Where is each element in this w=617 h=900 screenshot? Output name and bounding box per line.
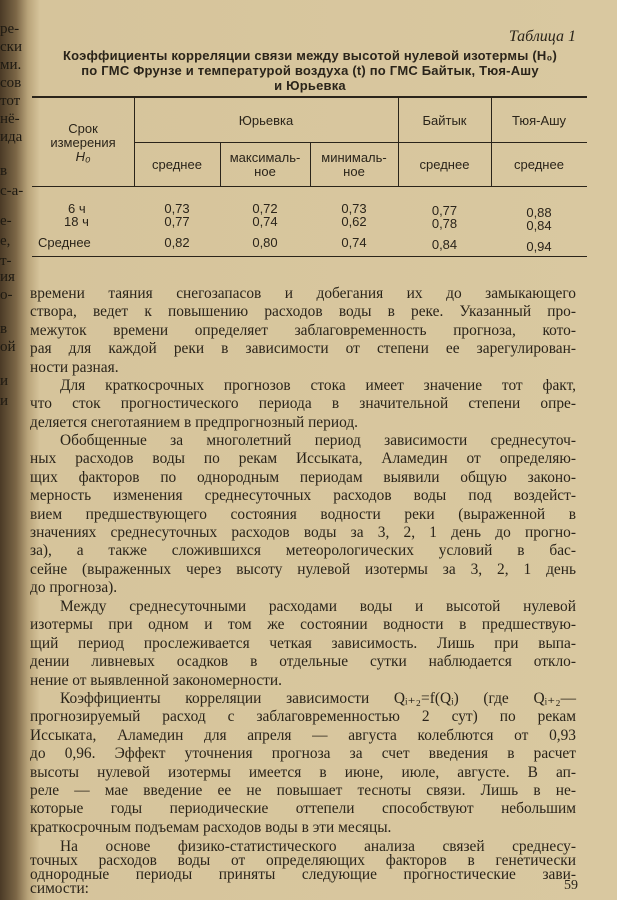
text-line: Обобщенные за многолетний период зависимости среднесуточ- (60, 432, 576, 449)
table-cell: 0,88 (526, 205, 552, 220)
text-line: краткосрочным подъемам расходов воды в эти месяцы. (30, 818, 392, 836)
table-rule (134, 142, 587, 143)
table-title-line: по ГМС Фрунзе и температурой воздуха (t) по ГМС Байтык, Тюя-Ашу (81, 63, 539, 78)
text-line: изотермы при одном и том же состоянии водности в предшествую- (30, 616, 576, 634)
text-line: точных расходов воды от определяющих факторов в генетически (30, 852, 576, 869)
paragraph (30, 377, 576, 432)
text-line: однородные периоды приняты следующие прогностические зави- (30, 866, 576, 883)
text-line: На основе физико-статистического анализа связей среднесу- (60, 838, 576, 855)
text-line: прогнозируемый расход с заблаговременностью 2 сут) по рекам (30, 708, 576, 726)
header-tyuya-ashu: Тюя-Ашу (511, 113, 567, 128)
table-cell: 0,94 (526, 239, 552, 254)
text-line: сейне (выраженных через высоту нулевой изотермы за 3, 2, 1 день (30, 560, 576, 578)
paragraph (30, 598, 576, 690)
margin-fragment: ре- (0, 21, 20, 37)
text-line: Между среднесуточными расходами воды и высотой нулевой (60, 598, 576, 615)
margin-fragment: ски (0, 39, 22, 55)
header-term-line3: H₀ (75, 149, 91, 164)
table-cell: 0,84 (526, 218, 552, 233)
table-cell: 0,73 (341, 201, 367, 216)
header-baityk: Байтык (422, 113, 467, 128)
header-min-line1: минималь- (321, 150, 387, 165)
table-cell: 0,80 (252, 235, 278, 250)
margin-fragment: ми. (0, 57, 22, 73)
table-title-line: Коэффициенты корреляции связи между высотой нулевой изотермы (H₀) (62, 48, 558, 63)
text-line: за), а также сложившихся метеорологических условий в бас- (30, 542, 576, 560)
margin-fragment: и (0, 373, 9, 389)
table-cell: 0,62 (341, 214, 367, 229)
paragraph (30, 690, 576, 837)
table-cell: 0,72 (252, 201, 278, 216)
margin-fragment: в (0, 163, 8, 179)
table-label: Таблица 1 (508, 28, 576, 45)
page-content (30, 0, 590, 900)
margin-fragment: сов (0, 75, 22, 91)
margin-fragment: и (0, 393, 9, 409)
header-min-line2: ное (343, 164, 365, 179)
text-line: до 0,96. Эффект уточнения прогноза за счет введения в расчет (30, 745, 576, 763)
table-rule (134, 98, 135, 186)
row-label: Среднее (38, 235, 91, 250)
text-line: Коэффициенты корреляции зависимости Qᵢ₊₂=f(Qᵢ) (где Qᵢ₊₂— (60, 690, 576, 707)
table-cell: 0,77 (431, 203, 458, 218)
paragraph (30, 840, 576, 896)
margin-fragment: е, (0, 233, 11, 249)
margin-fragment: нё- (0, 111, 20, 127)
text-line: ных расходов воды по рекам Иссыката, Аламедин от определяю- (30, 450, 576, 468)
page-number: 59 (564, 878, 578, 893)
paragraph (30, 285, 576, 377)
header-yurievka: Юрьевка (238, 113, 294, 128)
table-cell: 0,84 (431, 237, 458, 252)
text-line: щих факторов по однородным периодам выявили общую законо- (30, 468, 576, 486)
table-rule (398, 98, 399, 186)
text-line: реле — мае введение ее не повышает тесноты связи. Лишь в не- (30, 782, 576, 800)
margin-fragment: с-а- (0, 183, 24, 199)
table-cell: 0,77 (164, 214, 190, 229)
table-rule (32, 186, 587, 187)
header-baityk-avg: среднее (419, 157, 470, 172)
text-line: Иссыката, Аламедин для апреля — августа колеблются от 0,93 (30, 726, 576, 744)
text-line: рая для каждой реки в зависимости от степени ее зарегулирован- (30, 340, 576, 358)
header-term-line2: измерения (50, 135, 116, 150)
facing-page-margin (0, 0, 30, 900)
margin-fragment: ия (0, 269, 15, 285)
header-tyuya-avg: среднее (514, 157, 564, 172)
header-max-line1: максималь- (229, 150, 301, 165)
table-cell: 0,74 (252, 214, 278, 229)
text-line: ности разная. (30, 358, 119, 376)
text-line: Для краткосрочных прогнозов стока имеет значение тот факт, (60, 377, 576, 394)
text-line: вием предшествующего состояния водности реки (выраженной в (30, 505, 576, 523)
header-avg: среднее (152, 157, 202, 172)
text-line: створа, ведет к повышению расходов воды в реке. Указанный про- (30, 303, 576, 321)
text-line: межуток времени определяет заблаговременность прогноза, кото- (30, 321, 576, 339)
row-label: 6 ч (68, 201, 86, 216)
header-term-line1: Срок (68, 121, 98, 136)
text-line: высоты нулевой изотермы имеется в июне, июле, августе. В ап- (30, 763, 576, 781)
text-line: значениях среднесуточных расходов воды за 3, 2, 1 день до прогно- (30, 524, 576, 542)
text-line: до прогноза). (30, 579, 118, 597)
text-line: деляется снеготаянием в предпрогнозный период. (30, 413, 359, 431)
margin-fragment: в (0, 321, 8, 337)
text-line: которые годы периодические оттепели способствуют небольшим (30, 800, 576, 818)
text-line: мерность изменения среднесуточных расходов воды под воздейст- (30, 487, 576, 505)
paragraph (30, 432, 576, 598)
margin-fragment: е- (0, 213, 12, 229)
text-line: времени таяния снегозапасов и добегания их до замыкающего (30, 285, 576, 302)
table-cell: 0,78 (431, 216, 458, 231)
margin-fragment: о- (0, 287, 13, 303)
table-title-line: и Юрьевка (274, 78, 346, 93)
table-cell: 0,82 (164, 235, 190, 250)
table-cell: 0,74 (341, 235, 367, 250)
text-line: что сток прогностического периода в значительной степени опре- (30, 395, 576, 413)
table-rule (491, 98, 492, 186)
table-cell: 0,73 (164, 201, 190, 216)
row-label: 18 ч (64, 214, 89, 229)
text-line: дении ливневых осадков в отдельные сутки наблюдается откло- (30, 653, 576, 671)
header-max-line2: ное (254, 164, 276, 179)
correlation-table (32, 96, 587, 257)
text-line: щий период прослеживается четкая зависимость. Лишь при выпа- (30, 634, 576, 652)
margin-fragment: т- (0, 253, 12, 269)
text-line: нение от выявленной закономерности. (30, 671, 282, 689)
margin-fragment: ида (0, 129, 23, 145)
margin-fragment: тот (0, 93, 21, 109)
text-line: симости: (30, 880, 89, 897)
margin-fragment: ой (0, 339, 16, 355)
